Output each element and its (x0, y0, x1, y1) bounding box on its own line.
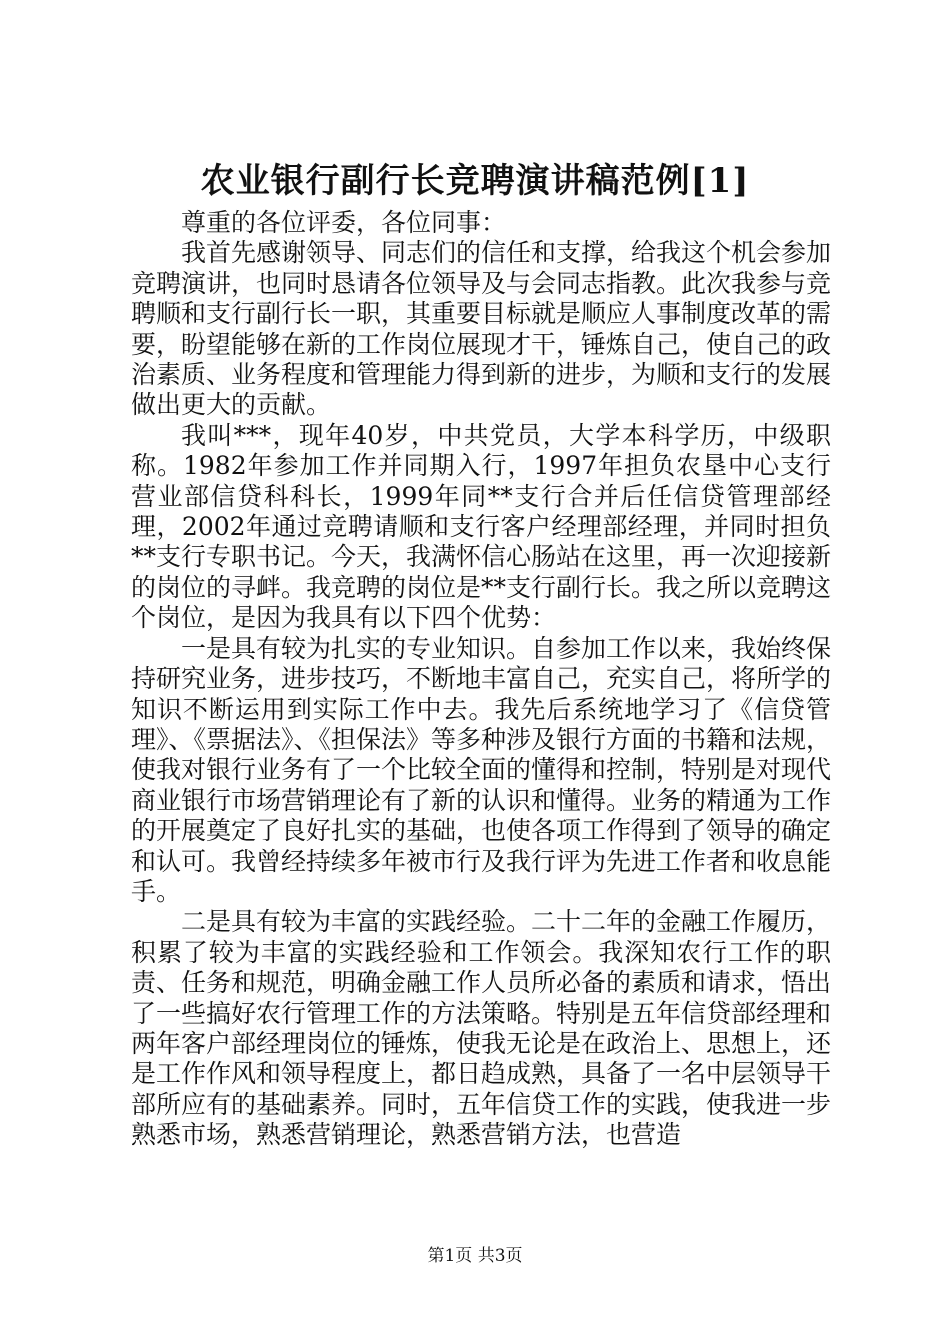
body-paragraph: 一是具有较为扎实的专业知识。自参加工作以来，我始终保持研究业务，进步技巧，不断地丰富自己，充实自己，将所学的知识不断运用到实际工作中去。我先后系统地学习了《信贷管理》、《票据法》、《担保法》等多种涉及银行方面的书籍和法规，使我对银行业务有了一个比较全面的懂得和控制，特别是对现代商业银行市场营销理论有了新的认识和懂得。业务的精通为工作的开展奠定了良好扎实的基础，也使各项工作得到了领导的确定和认可。我曾经持续多年被市行及我行评为先进工作者和收息能手。 (131, 633, 832, 906)
body-paragraph: 二是具有较为丰富的实践经验。二十二年的金融工作履历，积累了较为丰富的实践经验和工作领会。我深知农行工作的职责、任务和规范，明确金融工作人员所必备的素质和请求，悟出了一些搞好农行管理工作的方法策略。特别是五年信贷部经理和两年客户部经理岗位的锤炼，使我无论是在政治上、思想上，还是工作作风和领导程度上，都日趋成熟，具备了一名中层领导干部所应有的基础素养。同时，五年信贷工作的实践，使我进一步熟悉市场，熟悉营销理论，熟悉营销方法，也营造 (131, 907, 832, 1150)
body-paragraph: 我首先感谢领导、同志们的信任和支撑，给我这个机会参加竞聘演讲，也同时恳请各位领导及与会同志指教。此次我参与竞聘顺和支行副行长一职，其重要目标就是顺应人事制度改革的需要，盼望能够在新的工作岗位展现才干，锤炼自己，使自己的政治素质、业务程度和管理能力得到新的进步，为顺和支行的发展做出更大的贡献。 (131, 238, 832, 420)
document-title: 农业银行副行长竞聘演讲稿范例[1] (200, 161, 750, 201)
body-paragraph: 我叫***，现年40岁，中共党员，大学本科学历，中级职称。1982年参加工作并同期入行，1997年担负农垦中心支行营业部信贷科科长，1999年同**支行合并后任信贷管理部经理，2002年通过竞聘请顺和支行客户经理部经理，并同时担负**支行专职书记。今天，我满怀信心肠站在这里，再一次迎接新的岗位的寻衅。我竞聘的岗位是**支行副行长。我之所以竞聘这个岗位，是因为我具有以下四个优势： (131, 420, 832, 633)
page-footer: 第1页 共3页 (427, 1246, 523, 1266)
document-body (131, 208, 831, 1151)
salutation-paragraph: 尊重的各位评委，各位同事： (181, 208, 507, 237)
